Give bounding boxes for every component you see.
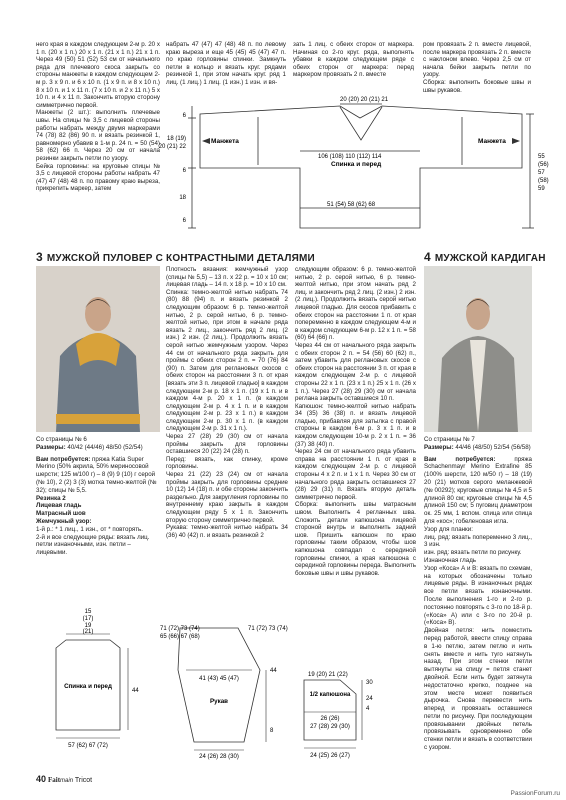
page-number: 40 [36, 774, 47, 784]
pullover-illustration [36, 266, 160, 432]
needs-value: пряжа Schachenmayr Merino Extrafine 85 (100% шерсти, 120 м/50 г) – 18 (19) 20 (21) мотков серого меланжевой (№ 00292); круговые спицы № 4,5 и 5 длиной 80 см; круговые спицы № 4,5 длиной 150 см; 5 пуговиц диаметром ок. 25 мм, 1 вспом. спица или спица для «кос»; гобеленовая игла. [424, 455, 532, 525]
hood-bottom-width: 24 (25) 26 (27) [310, 753, 350, 759]
sleeve-width: 41 (43) 45 (47) [199, 676, 239, 682]
cuff-left-label: Манжета [211, 138, 239, 145]
raglan-length: 65 (66) 67 (68) [160, 634, 200, 640]
cuff-length: 8 [270, 728, 274, 734]
neck-width: 15 [84, 609, 92, 615]
neck-width: (17) [82, 616, 94, 622]
hood-height: 24 [366, 696, 373, 702]
pattern-row: 2-й и все следующие ряды: вязать лиц. петли изнаночными, изн. петли – лицевыми. [36, 533, 150, 557]
pattern-heading: Резинка 2 [36, 494, 66, 502]
right-measure: 59 [538, 186, 545, 192]
hem-measure: 51 (54) 58 (62) 68 [327, 202, 376, 208]
paragraph: него края в каждом следующем 2-м р. 20 х 1 п. (20 х 1 п.) 20 х 1 п. (21 х 1 п.) 21 х 1 п. Через 49 (50) 51 (52) 53 см от начального ряда для плечевого скоса закрыть со стороны манжеты в каждом следующем 2-м р. 3 х 9 п. и 6 х 10 п. (1 х 9 п. и 8 х 10 п.) 8 х 10 п. и 1 х 11 п. (7 х 10 п. и 2 х 11 п.) 5 х 10 п. и 4 х 11 п. Закончить вторую сторону симметрично первой. Манжеты (2 шт.): выполнить плечевые швы. На спицы № 3,5 с лицевой стороны работы набрать между двумя маркерами 74 (78) 82 (86) 90 п. и вязать резинкой 1, равномерно убавив в 1-м р. 24 п. = 50 (54) 58 (62) 66 п. Через 20 см от начала резинки закрыть петли по узору. Бейка горловины: на круговые спицы № 3,5 с лицевой стороны работы набрать 47 (47) 47 (48) 48 п. по правому краю выреза, прикрепить маркер, затем [36, 41, 160, 193]
sizes-value: 40/42 (44/46) 48/50 (52/54) [67, 443, 143, 451]
sizes-label: Размеры: [424, 443, 454, 451]
hood-width: 27 (28) 29 (30) [310, 724, 350, 730]
left-measure: 18 (19) [166, 136, 186, 142]
paragraph: следующим образом: 6 р. темно-желтой нитью, 2 р. серой нитью, 6 р. темно-желтой нитью, при этом начать ряд 2 лиц. и закончить ряд 2 лиц. (2 изн.) 2 изн. (2 лиц.). Продолжить вязать серой нитью лицевой гладью. Для скосов прибавить с обеих сторон на расстоянии 1 п. от края попеременно в каждом следующем 4-м и в каждом следующем 6-м р. 12 х 1 п. = 58 (60) 64 (66) п. Через 44 см от начального ряда закрыть с обеих сторон 2 п. = 54 (56) 60 (62) п., затем убавить для реглановых скосов с обеих сторон на расстоянии 3 п. от края в каждом следующем 2-м р. с лицевой стороны 22 х 1 п. (23 х 1 п.) 25 х 1 п. (26 х 1 п.). Через 27 (28) 29 (30) см от начала реглана закрыть оставшиеся 10 п. Капюшон: темно-желтой нитью набрать 34 (35) 36 (38) п. и вязать лицевой гладью, прибавляя для затылка с правой стороны в каждом 6-м р. 3 х 1 п. и в каждом следующем 10-м р. 2 х 1 п. = 36 (37) 38 (40) п. Через 24 см от начального ряда убавить справа на расстоянии 1 п. от края в каждом следующем 2-м р. с лицевой стороны 4 х 2 п. и 1 х 1 п. Через 30 см от начального ряда закрыть оставшиеся 27 (28) 29 (31) п. Вязать вторую деталь симметрично первой. Сборка: выполнить швы матрасным швом. Выполнить 4 регланных шва. Сложить детали капюшона лицевой стороной внутрь и выполнить задний шов. Пришить капюшон по краю горловины таким образом, чтобы шов капюшона совпадал с серединой горловины спинки, а края капюшона с серединой горловины переда. Выполнить боковые швы и швы рукавов. [295, 266, 416, 577]
page-footer [36, 774, 92, 784]
left-measure: 6 [182, 168, 186, 174]
pattern-name: Жемчужный узор: [36, 517, 92, 525]
body-label: Спинка и перед [64, 683, 112, 690]
needs-value: пряжа Katia Super Merino (50% акрила, 50% мериносовой шерсти; 125 м/100 г) – 8 (9) 9 (10) г серой (№ 10), 2 (2) 3 (3) мотка темно-желтой (№ 32); спицы № 5,5. [36, 455, 157, 494]
sizes-value: 44/46 (48/50) 52/54 (56/58) [455, 443, 531, 451]
from-page: Со страницы № 6 [36, 436, 87, 443]
body-width: 57 (62) 67 (72) [68, 743, 108, 749]
sizes-label: Размеры: [36, 443, 66, 451]
brand-name: Tricot [74, 777, 93, 784]
left-measure: 20 (21) 22 [158, 144, 186, 150]
pattern-name: Лицевая гладь [36, 502, 82, 510]
cuff-width: 24 (26) 28 (30) [199, 754, 239, 760]
pullover-photo [36, 266, 160, 432]
pattern-row: 1-й р.: * 1 лиц., 1 изн., от * повторять. [36, 525, 143, 533]
paragraph: зать 1 лиц. с обеих сторон от маркера. Начиная со 2-го круг. ряда, выполнять убавки в каждом следующем ряде с обеих сторон от маркера: перед маркером провязать 2 п. вместе [293, 41, 414, 79]
body-length: 44 [132, 688, 139, 694]
section-4-caption [424, 436, 532, 752]
section-3-col-2 [166, 266, 288, 539]
paragraph: Плотность вязания: жемчужный узор (спицы № 5,5) – 13 п. х 22 р. = 10 х 10 см; лицевая гладь – 14 п. х 18 р. = 10 х 10 см. Спинка: темно-желтой нитью набрать 74 (80) 88 (94) п. и вязать резинкой 2 следующим образом: 6 р. темно-желтой нитью, 2 р. серой нитью, 6 р. темно-желтой нитью, при этом в начале ряда вязать 2 лиц., закончить ряд 2 лиц. (2 изн.) 2 изн. (2 лиц.). Продолжить вязать серой нитью жемчужным узором. Через 44 см от начального ряда закрыть для проймы с обеих сторон 2 п. = 70 (76) 84 (90) п. Затем для реглановых скосов с обеих сторон на расстоянии 3 п. от края [вязать эти 3 п. лицевой гладью] в каждом следующем 2-м р. 18 х 1 п. (19 х 1 п. и в каждом 4-м р. 20 х 1 п. (в каждом следующем 2-м р. 4 х 1 п. и в каждом следующем 2-м р. 23 х 1 п.) в каждом следующем 2-м р. 30 х 1 п. (в каждом следующем 2-м р. 31 х 1 п.). Через 27 (28) 29 (30) см от начала проймы закрыть для горловины оставшиеся 20 (22) 24 (28) п. Перед: вязать, как спинку, кроме горловины. Через 21 (22) 23 (24) см от начала проймы закрыть для горловины средние 10 (12) 14 (18) п. и обе стороны закончить раздельно. Для закругления горловины по внутреннему краю закрыть в каждом следующем ряду 5 х 1 п. Закончить вторую сторону симметрично первой. Рукава: темно-желтой нитью набрать 34 (36) 40 (42) п. и вязать резинкой 2 [166, 266, 288, 539]
section-3-col-3 [295, 266, 416, 577]
section-4-title [424, 250, 546, 264]
cuff-right-label: Манжета [478, 138, 506, 145]
hood-width: 26 (26) [320, 716, 340, 722]
body-label: Спинка и перед [331, 161, 382, 168]
right-measure: 55 [538, 154, 545, 160]
section-number: 3 [36, 250, 43, 264]
bottom-schematics [0, 600, 420, 790]
instructions: Узор для планки: лиц. ряд: вязать попеременно 3 лиц., 3 изн. изн. ряд: вязать петли по рисунку. Изнаночная гладь Узор «Коса» А и В: вязать по схемам, на которых обозначены только лицевые ряды. В изнаночных рядах все петли вязать изнаночными. После выполнения 1-го и 2-го р. постоянно повторять с 3-го по 18-й р. («Коса» А) или с 3-го по 20-й р. («Коса» В). Двойная петля: нить поместить перед работой, ввести спицу справа в 1-ю петлю, затем петлю и нить снять вместе и нить туго натянуть назад. При этом стенки петли вытянуты на спицу = петля станет двойной. Если нить будет затянута недостаточно крепко, позднее на этом месте может появиться дырочка. Снова перевести нить вперед и провязать оставшиеся петли по рисунку. При последующем провязывании двойных петель провязывать одновременно обе стенки петли и вязать в соответствии с узором. [424, 525, 532, 752]
brand-name: Fait [47, 776, 61, 784]
hood-label: 1/2 капюшона [309, 692, 351, 698]
sweater-diagram [0, 0, 566, 250]
section-number: 4 [424, 250, 431, 264]
right-measure: (56) [538, 162, 549, 168]
section-title: МУЖСКОЙ КАРДИГАН [434, 253, 546, 264]
section-3-caption [36, 436, 160, 557]
left-measure: 18 [179, 195, 186, 201]
chest-measure: 106 (108) 110 (112) 114 [318, 154, 382, 160]
from-page: Со страницы № 7 [424, 436, 475, 443]
paragraph: ром провязать 2 п. вместе лицевой, после маркера провязать 2 п. вместе с наклоном влево. Через 2,5 см от начала бейки закрыть петли по узору. Сборка: выполнить боковые швы и швы рукавов. [423, 41, 531, 94]
left-measure: 6 [182, 113, 186, 119]
left-measure: 6 [182, 218, 186, 224]
cardigan-photo [424, 266, 532, 432]
right-measure: 57 [538, 170, 545, 176]
raglan-length: 71 (72) 73 (74) [248, 626, 288, 632]
watermark: PassionForum.ru [510, 790, 560, 797]
section-title: МУЖСКОЙ ПУЛОВЕР С КОНТРАСТНЫМИ ДЕТАЛЯМИ [46, 253, 315, 264]
sleeve-length: 44 [270, 668, 277, 674]
hood-height: 30 [366, 680, 373, 686]
neck-width: 19 [84, 623, 92, 629]
neck-measure: 20 (20) 20 (21) 21 [340, 97, 389, 103]
sleeve-label: Рукав [210, 698, 228, 705]
section-3-title [36, 250, 315, 264]
right-measure: (58) [538, 178, 549, 184]
paragraph: набрать 47 (47) 47 (48) 48 п. по левому краю выреза и еще 45 (45) 45 (47) 47 п. по краю горловины спинки. Замкнуть петли в кольцо и вязать круг. рядами резинкой 1, при этом начать круг. ряд 1 лиц. (1 лиц.) 1 лиц. (1 изн.) 1 изн. и вя- [166, 41, 286, 86]
cardigan-illustration [424, 266, 532, 432]
needs-label: Вам потребуется: [36, 455, 91, 463]
pattern-name: Матрасный шов [36, 510, 86, 518]
neck-width: (21) [82, 629, 94, 635]
needs-label: Вам потребуется: [424, 455, 496, 463]
hood-height: 4 [366, 706, 370, 712]
hood-top-width: 19 (20) 21 (22) [308, 672, 348, 678]
raglan-length: 71 (72) 73 (74) [160, 626, 200, 632]
brand-name: main [60, 778, 74, 784]
